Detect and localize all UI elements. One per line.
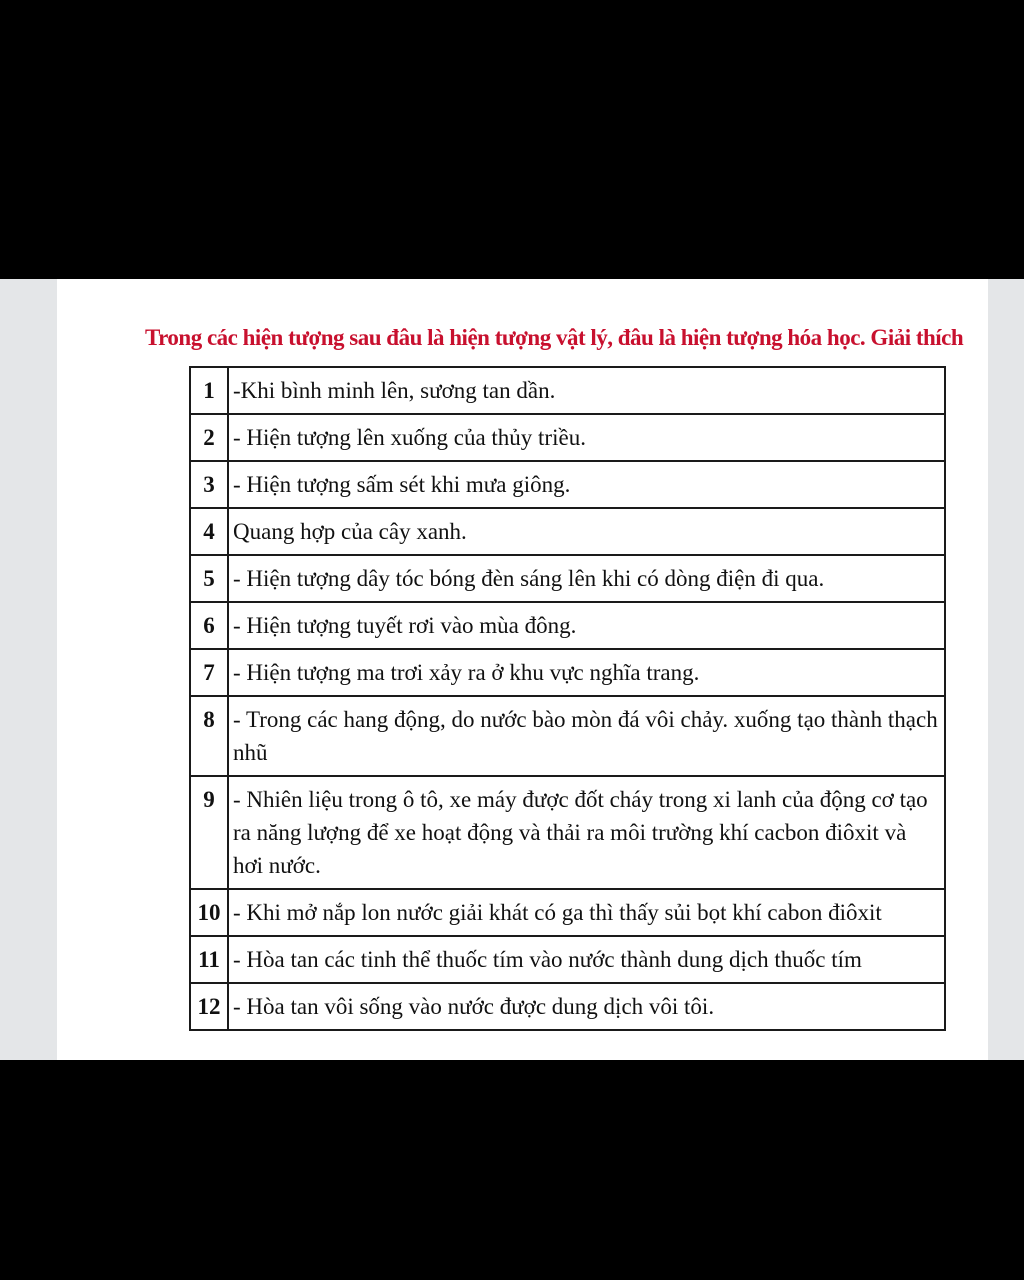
table-row bbox=[190, 936, 945, 983]
row-number: 12 bbox=[190, 983, 228, 1030]
row-text: - Trong các hang động, do nước bào mòn đá vôi chảy. xuống tạo thành thạch nhũ bbox=[228, 696, 945, 776]
row-number: 10 bbox=[190, 889, 228, 936]
document-title: Trong các hiện tượng sau đâu là hiện tượng vật lý, đâu là hiện tượng hóa học. Giải thích bbox=[145, 325, 964, 350]
row-text: - Hiện tượng ma trơi xảy ra ở khu vực nghĩa trang. bbox=[228, 649, 945, 696]
table-row bbox=[190, 508, 945, 555]
table-row bbox=[190, 414, 945, 461]
table-row bbox=[190, 696, 945, 776]
row-text: - Hiện tượng lên xuống của thủy triều. bbox=[228, 414, 945, 461]
row-text: - Nhiên liệu trong ô tô, xe máy được đốt cháy trong xi lanh của động cơ tạo ra năng lượng để xe hoạt động và thải ra môi trường khí cacbon điôxit và hơi nước. bbox=[228, 776, 945, 889]
row-text: Quang hợp của cây xanh. bbox=[228, 508, 945, 555]
table-row bbox=[190, 461, 945, 508]
document-frame bbox=[0, 279, 1024, 1060]
row-text: - Hòa tan các tinh thể thuốc tím vào nước thành dung dịch thuốc tím bbox=[228, 936, 945, 983]
row-number: 4 bbox=[190, 508, 228, 555]
row-number: 7 bbox=[190, 649, 228, 696]
table-row bbox=[190, 555, 945, 602]
table-row bbox=[190, 889, 945, 936]
row-number: 6 bbox=[190, 602, 228, 649]
row-text: - Hòa tan vôi sống vào nước được dung dịch vôi tôi. bbox=[228, 983, 945, 1030]
table-row bbox=[190, 983, 945, 1030]
phenomena-table bbox=[189, 366, 946, 1031]
row-text: - Hiện tượng dây tóc bóng đèn sáng lên khi có dòng điện đi qua. bbox=[228, 555, 945, 602]
table-row bbox=[190, 602, 945, 649]
row-number: 5 bbox=[190, 555, 228, 602]
row-number: 1 bbox=[190, 367, 228, 414]
row-number: 2 bbox=[190, 414, 228, 461]
row-number: 3 bbox=[190, 461, 228, 508]
row-number: 8 bbox=[190, 696, 228, 776]
row-number: 11 bbox=[190, 936, 228, 983]
table-row bbox=[190, 649, 945, 696]
row-text: - Hiện tượng sấm sét khi mưa giông. bbox=[228, 461, 945, 508]
row-text: - Hiện tượng tuyết rơi vào mùa đông. bbox=[228, 602, 945, 649]
row-number: 9 bbox=[190, 776, 228, 889]
row-text: -Khi bình minh lên, sương tan dần. bbox=[228, 367, 945, 414]
table-row bbox=[190, 776, 945, 889]
document-page bbox=[57, 279, 988, 1060]
row-text: - Khi mở nắp lon nước giải khát có ga thì thấy sủi bọt khí cabon điôxit bbox=[228, 889, 945, 936]
table-row bbox=[190, 367, 945, 414]
